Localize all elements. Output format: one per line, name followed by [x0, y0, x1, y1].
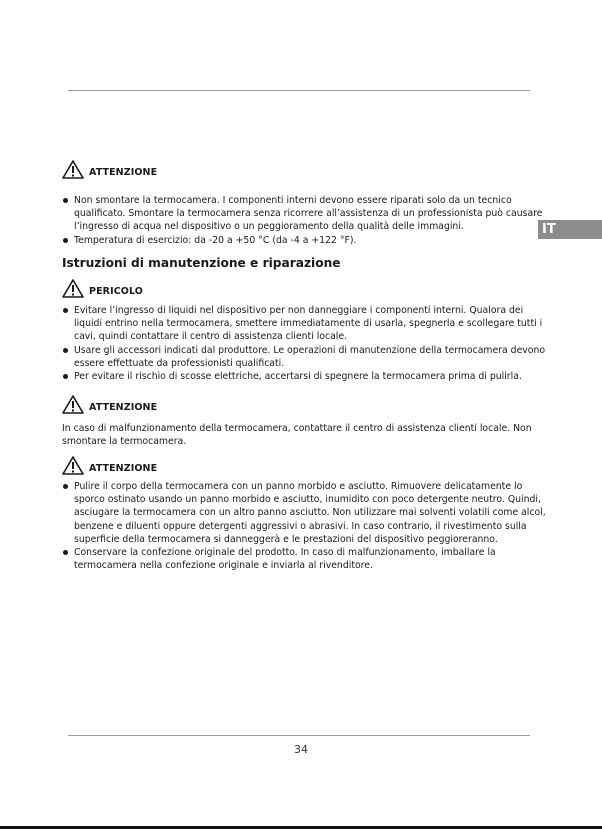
list-item: Conservare la confezione originale del prodotto. In caso di malfunzionamento, imballare la termocamera nella confezione originale e inviarla al rivenditore. [62, 546, 550, 572]
section-heading: Istruzioni di manutenzione e riparazione [62, 256, 341, 270]
danger-list [62, 304, 550, 383]
cleaning-list [62, 480, 550, 572]
warning-triangle-icon [62, 395, 84, 414]
list-item: Non smontare la termocamera. I componenti interni devono essere riparati solo da un tecnico qualificato. Smontare la termocamera senza ricorrere all’assistenza di un professionista può causare l’ingresso di acqua nel dispositivo o un peggioramento della qualità delle immagini. [62, 194, 550, 234]
bottom-rule [68, 735, 530, 736]
notice-label: ATTENZIONE [89, 167, 158, 178]
top-rule [68, 90, 530, 91]
list-item: Temperatura di esercizio: da -20 a +50 °C (da -4 a +122 °F). [62, 234, 550, 247]
list-item: Evitare l’ingresso di liquidi nel dispositivo per non danneggiare i componenti interni. Qualora dei liquidi entrino nella termocamera, smettere immediatamente di usarla, spegnerla e scollegare tutti i cavi, quindi contattare il centro di assistenza clienti locale. [62, 304, 550, 344]
list-item: Per evitare il rischio di scosse elettriche, accertarsi di spegnere la termocamera prima di pulirla. [62, 370, 550, 383]
language-tab: IT [538, 220, 602, 239]
danger-notice [62, 279, 143, 298]
notice-label: ATTENZIONE [89, 463, 158, 474]
warning-notice-1 [62, 160, 157, 179]
attention-list-1 [62, 194, 550, 247]
notice-label: ATTENZIONE [89, 402, 158, 413]
notice-label: PERICOLO [89, 286, 143, 297]
page-number: 34 [294, 743, 308, 756]
warning-triangle-icon [62, 456, 84, 475]
warning-triangle-icon [62, 160, 84, 179]
list-item: Pulire il corpo della termocamera con un panno morbido e asciutto. Rimuovere delicatamente lo sporco ostinato usando un panno morbido e asciutto, inumidito con poco detergente neutro. Quindi, asciugare la termocamera con un altro panno asciutto. Non utilizzare mai solventi volatili come alcol, benzene e diluenti oppure detergenti aggressivi o abrasivi. In caso contrario, il rivestimento sulla superficie della termocamera si danneggerà e le prestazioni del dispositivo peggioreranno. [62, 480, 550, 546]
notice-paragraph: In caso di malfunzionamento della termocamera, contattare il centro di assistenza clienti locale. Non smontare la termocamera. [62, 423, 532, 448]
warning-notice-3 [62, 456, 157, 475]
warning-notice-2 [62, 395, 157, 414]
warning-triangle-icon [62, 279, 84, 298]
list-item: Usare gli accessori indicati dal produttore. Le operazioni di manutenzione della termocamera devono essere effettuate da professionisti qualificati. [62, 344, 550, 370]
